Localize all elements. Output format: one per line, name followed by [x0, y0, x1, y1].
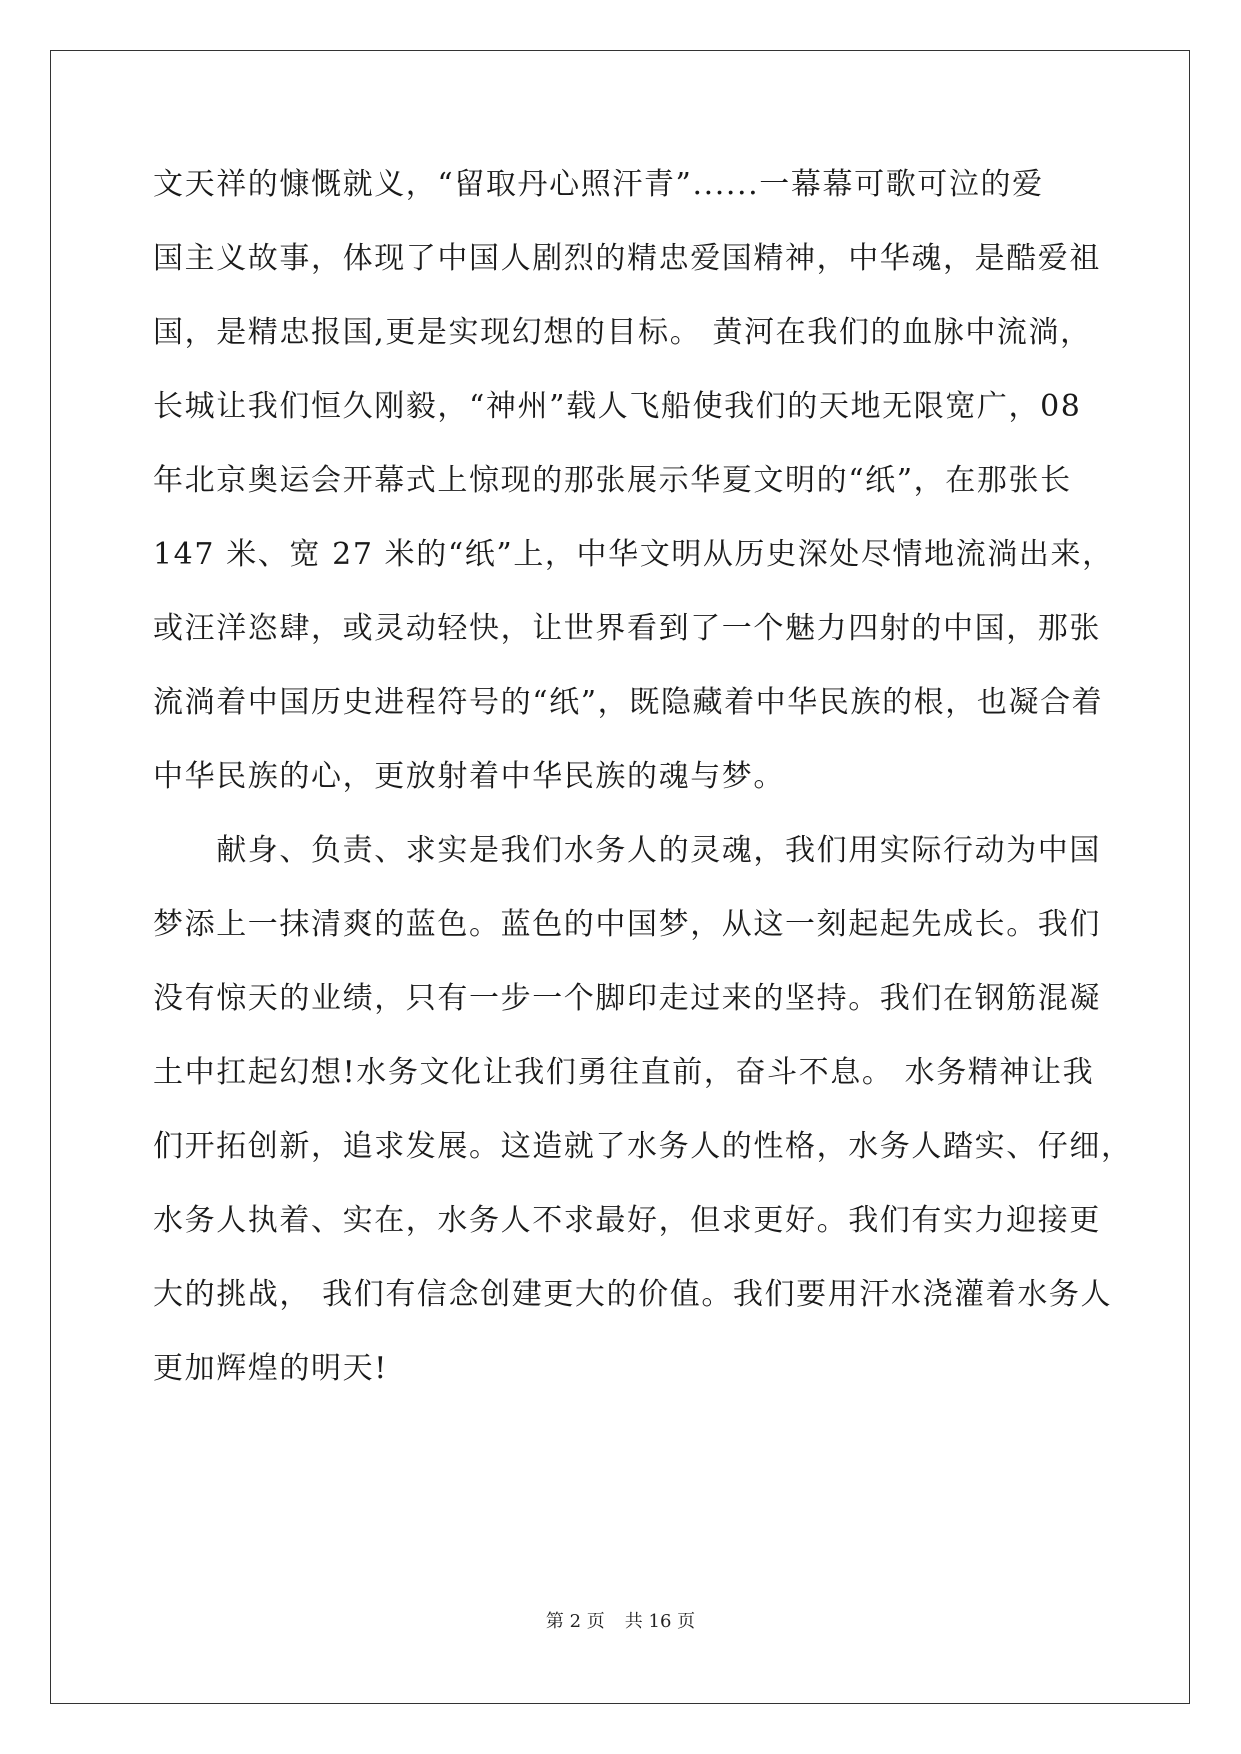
text-line: 大的挑战， 我们有信念创建更大的价值。我们要用汗水浇灌着水务人 — [153, 1277, 1113, 1312]
text-line: 147 米、宽 27 米的“纸”上，中华文明从历史深处尽情地流淌出来， — [153, 537, 1114, 572]
page-footer — [0, 1610, 1241, 1634]
text-line: 中华民族的心，更放射着中华民族的魂与梦。 — [153, 759, 785, 794]
text-line: 国，是精忠报国,更是实现幻想的目标。 黄河在我们的血脉中流淌， — [153, 315, 1092, 350]
text-line: 土中扛起幻想!水务文化让我们勇往直前，奋斗不息。 水务精神让我 — [153, 1055, 1095, 1090]
text-line: 没有惊天的业绩，只有一步一个脚印走过来的坚持。我们在钢筋混凝 — [153, 981, 1101, 1016]
text-line: 献身、负责、求实是我们水务人的灵魂，我们用实际行动为中国 — [153, 833, 1101, 868]
text-line: 国主义故事，体现了中国人剧烈的精忠爱国精神，中华魂，是酷爱祖 — [153, 241, 1101, 276]
page-number: 第 2 页 — [545, 1611, 605, 1632]
text-line: 或汪洋恣肆，或灵动轻快，让世界看到了一个魅力四射的中国，那张 — [153, 611, 1101, 646]
text-line: 梦添上一抹清爽的蓝色。蓝色的中国梦，从这一刻起起先成长。我们 — [153, 907, 1101, 942]
text-line: 长城让我们恒久刚毅，“神州”载人飞船使我们的天地无限宽广，08 — [153, 389, 1082, 424]
text-line: 流淌着中国历史进程符号的“纸”，既隐藏着中华民族的根，也凝合着 — [153, 685, 1104, 720]
text-line: 年北京奥运会开幕式上惊现的那张展示华夏文明的“纸”，在那张长 — [153, 463, 1072, 498]
page-total: 共 16 页 — [624, 1611, 696, 1632]
text-line: 水务人执着、实在，水务人不求最好，但求更好。我们有实力迎接更 — [153, 1203, 1101, 1238]
text-line: 们开拓创新，追求发展。这造就了水务人的性格，水务人踏实、仔细， — [153, 1129, 1133, 1164]
text-line: 更加辉煌的明天! — [153, 1351, 388, 1386]
page-border — [50, 50, 1190, 1704]
text-line: 文天祥的慷慨就义，“留取丹心照汗青”......一幕幕可歌可泣的爱 — [153, 167, 1044, 202]
